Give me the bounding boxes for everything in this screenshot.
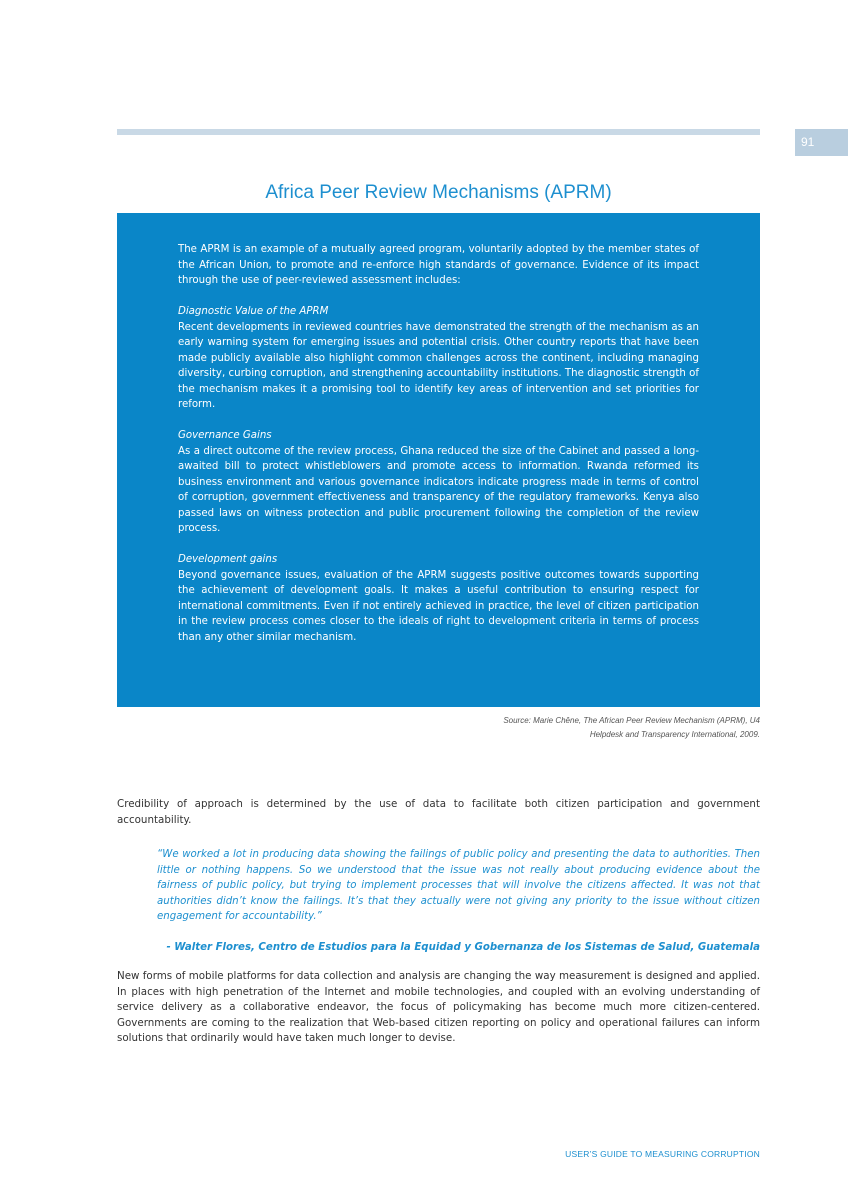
box-title: Africa Peer Review Mechanisms (APRM) (265, 182, 612, 203)
box-section-governance (178, 428, 699, 537)
page-number: 91 (795, 129, 848, 156)
quote-attribution: - Walter Flores, Centro de Estudios para la Equidad y Gobernanza de los Sistemas de Salud, Guatemala (166, 942, 760, 953)
paragraph-credibility: Credibility of approach is determined by the use of data to facilitate both citizen participation and government accountability. (117, 798, 760, 826)
source-line-1: Source: Marie Chêne, The African Peer Review Mechanism (APRM), U4 (503, 716, 760, 725)
section-text: Beyond governance issues, evaluation of the APRM suggests positive outcomes towards supporting the achievement of development goals. It makes a useful contribution to ensuring respect for international commitments. Even if not entirely achieved in practice, the level of citizen participation in the review process comes closer to the ideals of right to development criteria in terms of process than any other similar mechanism. (178, 569, 699, 643)
source-line-2: Helpdesk and Transparency International, 2009. (589, 730, 760, 739)
box-section-diagnostic (178, 304, 699, 413)
box-content (178, 242, 699, 661)
section-heading: Governance Gains (178, 430, 272, 441)
section-text: Recent developments in reviewed countries have demonstrated the strength of the mechanism as an early warning system for emerging issues and potential crisis. Other country reports that have been made publicly available also highlight common challenges across the continent, including managing diversity, curbing corruption, and strengthening accountability institutions. The diagnostic strength of the mechanism makes it a promising tool to identify key areas of intervention and set priorities for reform. (178, 321, 699, 410)
section-heading: Development gains (178, 554, 278, 565)
box-section-development (178, 552, 699, 645)
paragraph-mobile-platforms: New forms of mobile platforms for data collection and analysis are changing the way measurement is designed and applied. In places with high penetration of the Internet and mobile technologies, and coupled with an evolving understanding of service delivery as a collaborative endeavor, the focus of policymaking has become much more citizen-centered. Governments are coming to the realization that Web-based citizen reporting on policy and operational failures can inform solutions that ordinarily would have taken much longer to devise. (117, 970, 760, 1045)
section-text: As a direct outcome of the review process, Ghana reduced the size of the Cabinet and passed a long-awaited bill to protect whistleblowers and promote access to information. Rwanda reformed its business environment and various governance indicators indicate progress made in terms of control of corruption, government effectiveness and transparency of the regulatory frameworks. Kenya also passed laws on witness protection and public procurement following the completion of the review process. (178, 445, 699, 534)
pull-quote: “We worked a lot in producing data showing the failings of public policy and presenting the data to authorities. Then little or nothing happens. So we understood that the issue was not really about producing evidence about the fairness of public policy, but trying to implement processes that will involve the citizens affected. It was not that authorities didn’t know the failings. It’s that they actually were not giving any priority to the issue without citizen engagement for accountability.” (157, 849, 760, 923)
header-rule (117, 129, 760, 135)
box-intro: The APRM is an example of a mutually agreed program, voluntarily adopted by the member states of the African Union, to promote and re-enforce high standards of governance. Evidence of its impact through the use of peer-reviewed assessment includes: (178, 244, 699, 286)
aprm-info-box (117, 213, 760, 707)
footer-guide-title: USER’S GUIDE TO MEASURING CORRUPTION (565, 1149, 760, 1159)
source-citation (440, 714, 760, 742)
section-heading: Diagnostic Value of the APRM (178, 306, 329, 317)
